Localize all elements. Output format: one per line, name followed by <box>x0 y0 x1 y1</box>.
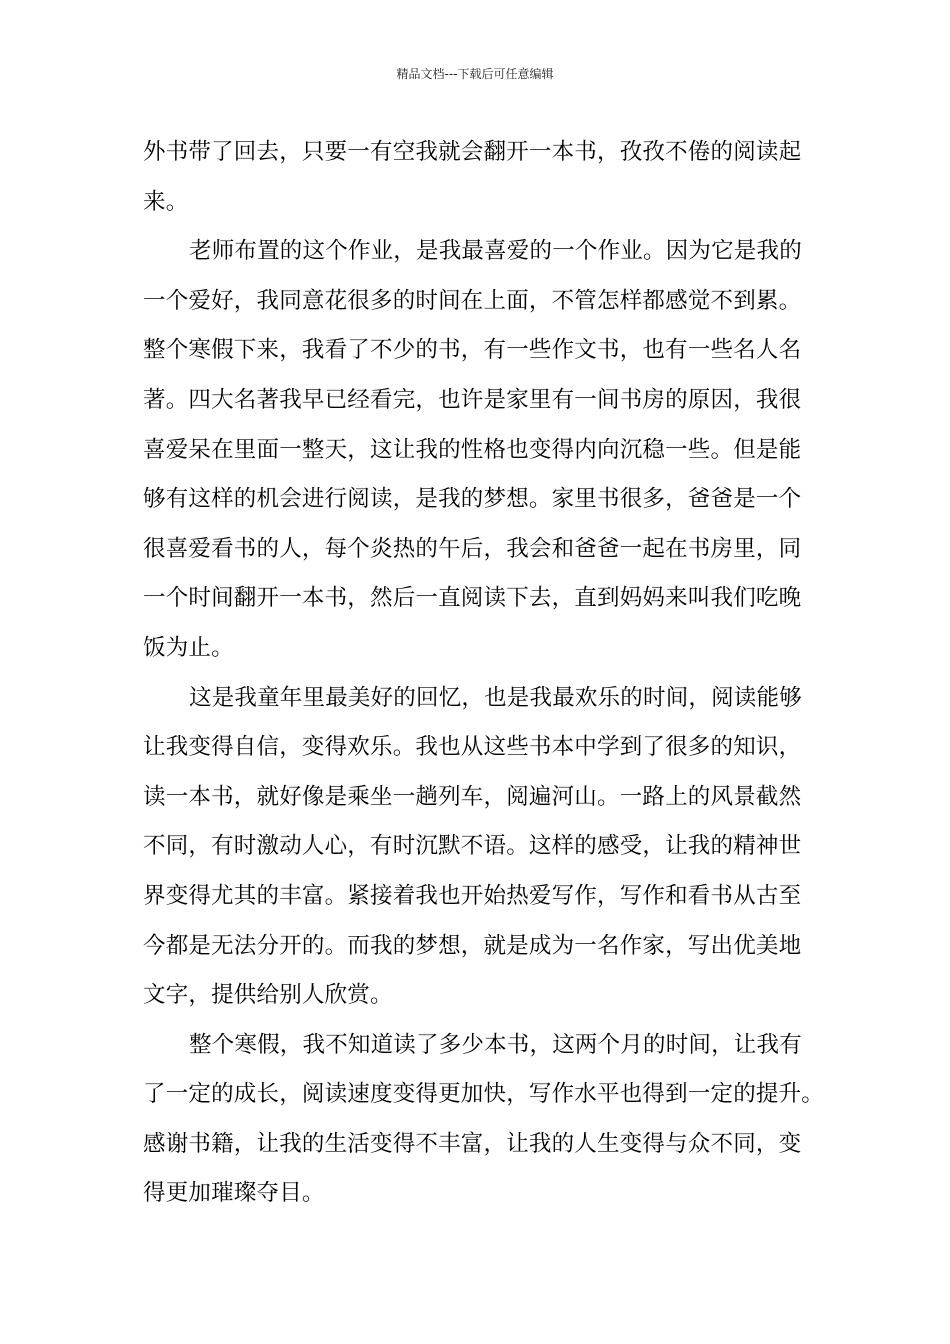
text-line: 文字，提供给别人欣赏。 <box>143 982 393 1009</box>
text-line: 读一本书，就好像是乘坐一趟列车，阅遍河山。一路上的风景截然 <box>143 783 802 810</box>
text-line: 得更加璀璨夺目。 <box>143 1180 325 1207</box>
text-line: 整个寒假，我不知道读了多少本书，这两个月的时间，让我有 <box>189 1031 802 1058</box>
text-line: 喜爱呆在里面一整天，这让我的性格也变得内向沉稳一些。但是能 <box>143 436 802 463</box>
text-line: 饭为止。 <box>143 634 234 661</box>
text-line: 不同，有时激动人心，有时沉默不语。这样的感受，让我的精神世 <box>143 833 802 860</box>
text-line: 这是我童年里最美好的回忆，也是我最欢乐的时间，阅读能够 <box>189 684 802 711</box>
text-line: 整个寒假下来，我看了不少的书，有一些作文书，也有一些名人名 <box>143 337 802 364</box>
document-body <box>143 128 823 1219</box>
text-line: 一个爱好，我同意花很多的时间在上面，不管怎样都感觉不到累。 <box>143 287 802 314</box>
text-line: 今都是无法分开的。而我的梦想，就是成为一名作家，写出优美地 <box>143 932 802 959</box>
text-line: 够有这样的机会进行阅读，是我的梦想。家里书很多，爸爸是一个 <box>143 486 802 513</box>
text-line: 界变得尤其的丰富。紧接着我也开始热爱写作，写作和看书从古至 <box>143 882 802 909</box>
text-line: 很喜爱看书的人，每个炎热的午后，我会和爸爸一起在书房里，同 <box>143 535 802 562</box>
page-header: 精品文档---下载后可任意编辑 <box>396 67 554 81</box>
text-line: 了一定的成长，阅读速度变得更加快，写作水平也得到一定的提升。 <box>143 1081 825 1108</box>
text-line: 著。四大名著我早已经看完，也许是家里有一间书房的原因，我很 <box>143 386 802 413</box>
text-line: 一个时间翻开一本书，然后一直阅读下去，直到妈妈来叫我们吃晚 <box>143 585 802 612</box>
text-line: 让我变得自信，变得欢乐。我也从这些书本中学到了很多的知识， <box>143 734 802 761</box>
text-line: 来。 <box>143 188 189 215</box>
text-line: 感谢书籍，让我的生活变得不丰富，让我的人生变得与众不同，变 <box>143 1130 802 1157</box>
text-line: 外书带了回去，只要一有空我就会翻开一本书，孜孜不倦的阅读起 <box>143 139 802 165</box>
text-line: 老师布置的这个作业，是我最喜爱的一个作业。因为它是我的 <box>189 238 802 265</box>
